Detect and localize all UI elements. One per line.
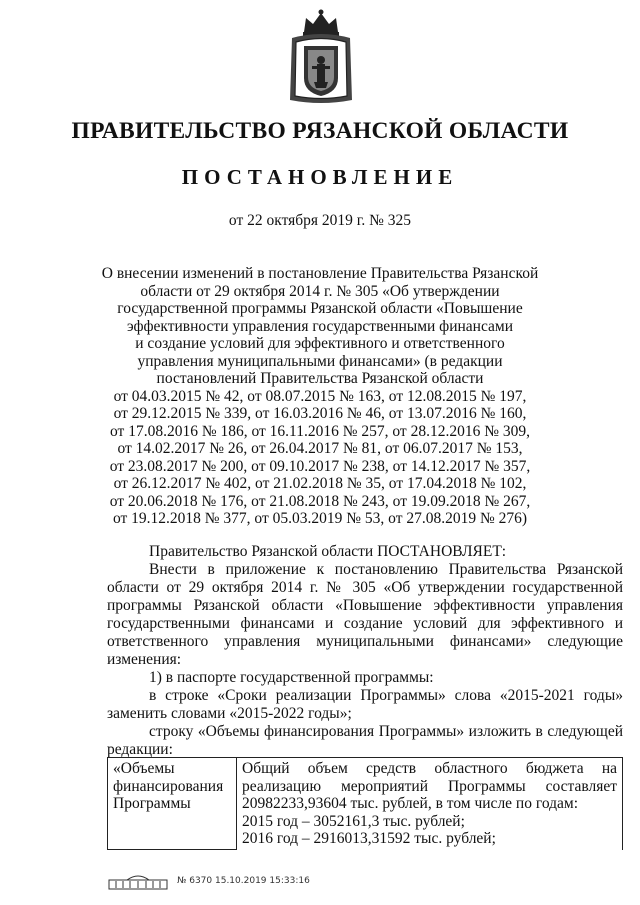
registration-stamp: [107, 871, 467, 893]
subject-line: эффективности управления государственными финансами: [126, 317, 514, 335]
volumes-change-paragraph: строку «Объемы финансирования Программы» изложить в следующей редакции:: [107, 723, 623, 758]
subject-line: от 17.08.2016 № 186, от 16.11.2016 № 257, от 28.12.2016 № 309,: [110, 422, 530, 440]
financing-year-2016: 2016 год – 2916013,31592 тыс. рублей;: [242, 830, 496, 847]
table-cell-content: [237, 758, 623, 850]
financing-year-2015: 2015 год – 3052161,3 тыс. рублей;: [242, 812, 465, 830]
subject-line: от 23.08.2017 № 200, от 09.10.2017 № 238, от 14.12.2017 № 357,: [109, 457, 531, 475]
subject-line: от 14.02.2017 № 26, от 26.04.2017 № 81, от 06.07.2017 № 153,: [117, 440, 523, 457]
resolution-clause: Правительство Рязанской области ПОСТАНОВЛЯЕТ:: [149, 543, 507, 560]
subject-line: области от 29 октября 2014 г. № 305 «Об утверждении: [140, 282, 500, 300]
item-1: 1) в паспорте государственной программы:: [149, 669, 434, 686]
subject-line: от 20.06.2018 № 176, от 21.08.2018 № 243, от 19.09.2018 № 267,: [109, 492, 531, 510]
subject-line: от 26.12.2017 № 402, от 21.02.2018 № 35, от 17.04.2018 № 102,: [113, 475, 527, 492]
terms-change-paragraph: в строке «Сроки реализации Программы» слова «2015-2021 годы» заменить словами «2015-2022 годы»;: [107, 687, 623, 722]
subject-line: государственной программы Рязанской области «Повышение: [117, 300, 523, 317]
document-body: [107, 543, 623, 759]
table-row: [108, 758, 623, 850]
subject-line: от 04.03.2015 № 42, от 08.07.2015 № 163, от 12.08.2015 № 197,: [113, 387, 527, 405]
stamp-text: № 6370 15.10.2019 15:33:16: [177, 876, 310, 886]
subject-line: и создание условий для эффективного и ответственного: [135, 335, 505, 352]
intro-paragraph: Внести в приложение к постановлению Правительства Рязанской области от 29 октября 2014 г. № 305 «Об утверждении государственной программы Рязанской области «Повышение эффективности управления государственными финансами и создание условий для эффективного и ответственного управления муниципальными финансами» следующие изменения:: [107, 561, 623, 668]
table-cell-label: «Объемы финансирования Программы: [108, 758, 237, 850]
government-title: ПРАВИТЕЛЬСТВО РЯЗАНСКОЙ ОБЛАСТИ: [71, 118, 569, 144]
financing-total: Общий объем средств областного бюджета на реализацию мероприятий Программы составляет 20982233,93604 тыс. рублей, в том числе по годам:: [242, 760, 617, 812]
financing-table: [107, 757, 623, 850]
subject-line: управления муниципальными финансами» (в редакции: [137, 352, 503, 370]
document-type: ПОСТАНОВЛЕНИЕ: [181, 165, 459, 189]
document-subject: [100, 265, 540, 528]
subject-line: от 19.12.2018 № 377, от 05.03.2019 № 53, от 27.08.2019 № 276): [112, 510, 528, 527]
subject-line: постановлений Правительства Рязанской области: [156, 370, 484, 387]
coat-of-arms-icon: [286, 8, 356, 106]
subject-line: О внесении изменений в постановление Правительства Рязанской: [101, 265, 539, 282]
subject-line: от 29.12.2015 № 339, от 16.03.2016 № 46, от 13.07.2016 № 160,: [113, 405, 527, 422]
document-date-number: от 22 октября 2019 г. № 325: [228, 212, 412, 229]
building-stamp-icon: [107, 871, 169, 891]
